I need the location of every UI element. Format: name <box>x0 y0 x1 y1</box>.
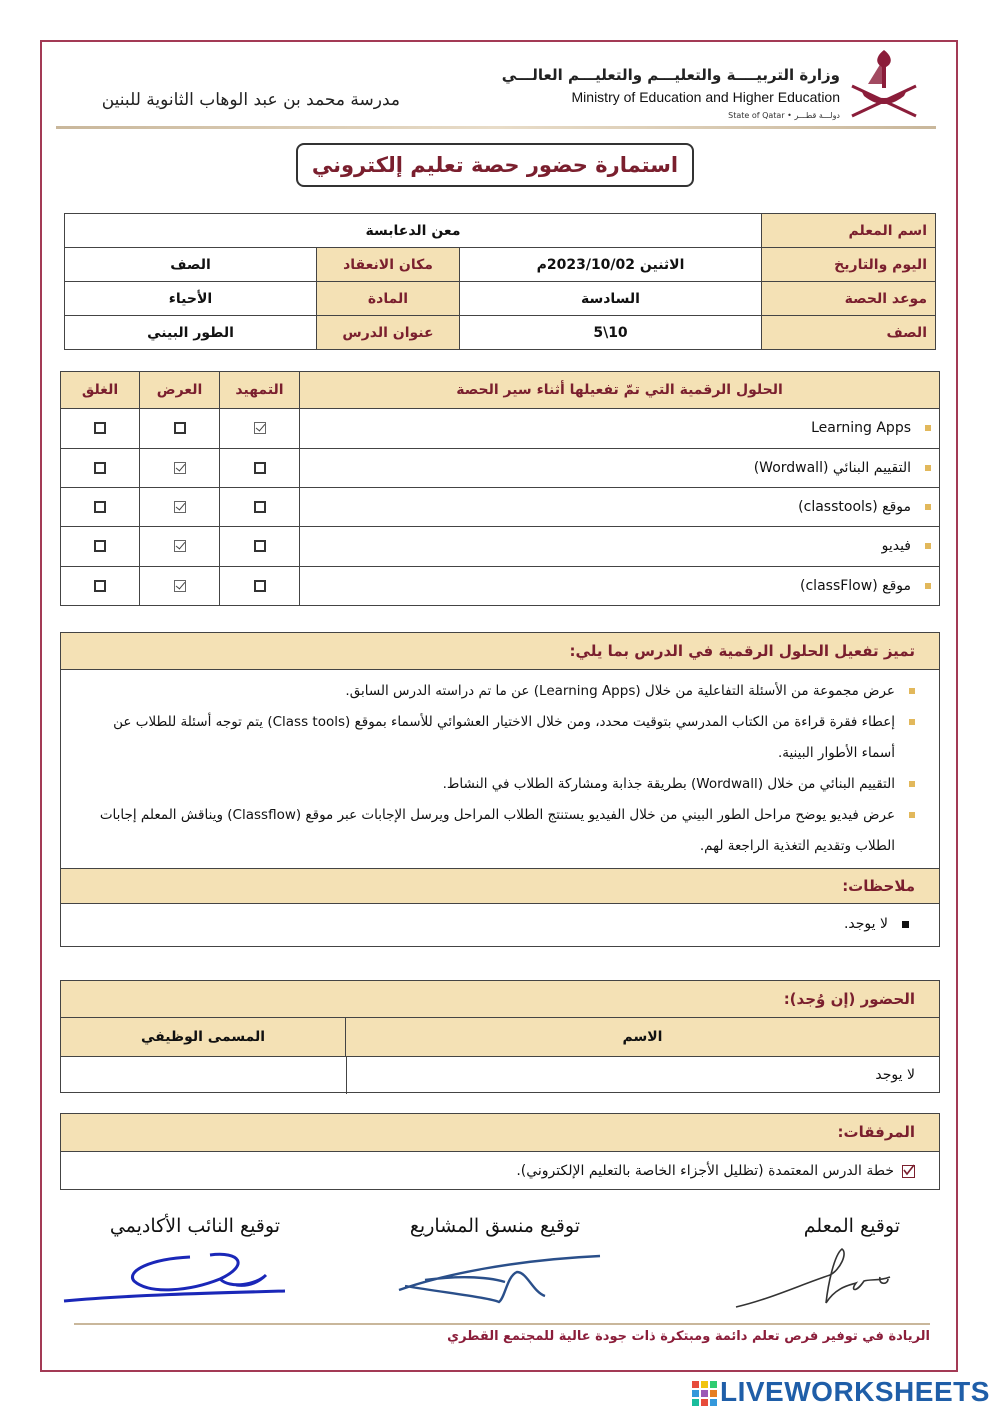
coordinator-signature-icon <box>395 1250 605 1310</box>
close-checkbox[interactable] <box>94 580 106 592</box>
footer-divider <box>74 1323 930 1325</box>
close-checkbox[interactable] <box>94 422 106 434</box>
notes-body <box>61 904 939 944</box>
solution-row <box>61 566 940 605</box>
teacher-label: اسم المعلم <box>762 214 936 248</box>
solution-name: Learning Apps <box>300 409 940 448</box>
solution-row <box>61 448 940 487</box>
features-section <box>60 632 940 947</box>
intro-checkbox[interactable] <box>254 462 266 474</box>
qatar-emblem-icon <box>846 44 922 124</box>
teacher-value: معن الدعابسة <box>65 214 762 248</box>
bullet-icon <box>909 812 915 818</box>
subject-label: المادة <box>317 282 460 316</box>
notes-item: لا يوجد. <box>843 916 888 932</box>
state-of-qatar: State of Qatar • دولـــة قطـــر <box>728 111 840 120</box>
date-value: الاثنين 2023/10/02م <box>460 248 762 282</box>
lesson-value: الطور البيني <box>65 316 317 350</box>
present-checkbox[interactable] <box>174 540 186 552</box>
coordinator-signature-label: توقيع منسق المشاريع <box>409 1215 580 1237</box>
feature-item: عرض فيديو يوضح مراحل الطور البيني من خلال الفيديو يستنتج الطلاب المراحل ويرسل الإجابات عبر موقع (Classflow) ويناقش المعلم إجابات الطلاب وتقديم التغذية الراجعة لهم. <box>85 800 915 862</box>
solution-name: موقع (classFlow) <box>300 566 940 605</box>
liveworksheets-watermark: LIVEWORKSHEETS <box>720 1376 990 1407</box>
intro-checkbox[interactable] <box>254 501 266 513</box>
lesson-label: عنوان الدرس <box>317 316 460 350</box>
feature-item: إعطاء فقرة قراءة من الكتاب المدرسي بتوقيت محدد، ومن خلال الاختيار العشوائي للأسماء بموقع (Class tools) يتم توجه أسئلة للطلاب عن أسماء الأطوار البينية. <box>85 707 915 769</box>
attendance-col-name: الاسم <box>345 1018 939 1056</box>
attendance-row <box>61 1057 939 1094</box>
solution-name: فيديو <box>300 527 940 566</box>
attachments-title: المرفقات: <box>61 1114 939 1152</box>
header-divider <box>56 126 936 129</box>
bullet-icon <box>925 543 931 549</box>
teacher-signature-icon <box>730 1245 910 1315</box>
present-checkbox[interactable] <box>174 422 186 434</box>
solutions-header: الحلول الرقمية التي تمّ تفعيلها أثناء سير الحصة <box>300 372 940 409</box>
date-label: اليوم والتاريخ <box>762 248 936 282</box>
place-value: الصف <box>65 248 317 282</box>
present-checkbox[interactable] <box>174 580 186 592</box>
solution-row <box>61 409 940 448</box>
solution-row <box>61 487 940 526</box>
class-label: الصف <box>762 316 936 350</box>
attendance-row-title <box>61 1057 346 1094</box>
ministry-english-name: Ministry of Education and Higher Education <box>571 89 840 105</box>
deputy-signature-icon <box>60 1245 290 1310</box>
bullet-icon <box>909 688 915 694</box>
bullet-icon <box>909 781 915 787</box>
feature-item: عرض مجموعة من الأسئلة التفاعلية من خلال (Learning Apps) عن ما تم دراسته الدرس السابق. <box>85 676 915 707</box>
bullet-icon <box>925 465 931 471</box>
period-value: السادسة <box>460 282 762 316</box>
square-bullet-icon <box>902 921 909 928</box>
close-checkbox[interactable] <box>94 501 106 513</box>
bullet-icon <box>925 504 931 510</box>
attendance-row-name: لا يوجد <box>346 1057 939 1094</box>
close-checkbox[interactable] <box>94 462 106 474</box>
intro-checkbox[interactable] <box>254 422 266 434</box>
notes-title: ملاحظات: <box>61 868 939 904</box>
feature-item: التقييم البنائي من خلال (Wordwall) بطريقة جذابة ومشاركة الطلاب في النشاط. <box>85 769 915 800</box>
school-name: مدرسة محمد بن عبد الوهاب الثانوية للبنين <box>101 90 400 110</box>
attendance-col-title: المسمى الوظيفي <box>140 1029 266 1045</box>
bullet-icon <box>909 719 915 725</box>
present-header: العرض <box>140 372 220 409</box>
attendance-section <box>60 980 940 1093</box>
solution-name: موقع (classtools) <box>300 487 940 526</box>
period-label: موعد الحصة <box>762 282 936 316</box>
attachment-checkbox[interactable] <box>902 1165 915 1178</box>
intro-header: التمهيد <box>220 372 300 409</box>
attachment-item: خطة الدرس المعتمدة (تظليل الأجزاء الخاصة بالتعليم الإلكتروني). <box>516 1163 894 1179</box>
footer-motto: الريادة في توفير فرص تعلم دائمة ومبتكرة ذات جودة عالية للمجتمع القطري <box>447 1329 930 1344</box>
attendance-title: الحضور (إن وُجد): <box>61 981 939 1018</box>
close-checkbox[interactable] <box>94 540 106 552</box>
close-header: الغلق <box>61 372 140 409</box>
class-value: 10\5 <box>460 316 762 350</box>
form-title: استمارة حضور حصة تعليم إلكتروني <box>296 143 694 187</box>
bullet-icon <box>925 583 931 589</box>
present-checkbox[interactable] <box>174 462 186 474</box>
attendance-header-row <box>61 1018 939 1057</box>
solution-name: التقييم البنائي (Wordwall) <box>300 448 940 487</box>
present-checkbox[interactable] <box>174 501 186 513</box>
features-list <box>61 670 939 868</box>
attachments-section <box>60 1113 940 1190</box>
solutions-table <box>60 371 940 606</box>
ministry-arabic-name: وزارة التربيــــة والتعليـــم والتعليـــم العالـــي <box>501 66 840 84</box>
intro-checkbox[interactable] <box>254 540 266 552</box>
bullet-icon <box>925 425 931 431</box>
deputy-signature-label: توقيع النائب الأكاديمي <box>109 1215 280 1237</box>
liveworksheets-logo-icon <box>692 1381 718 1407</box>
features-title: تميز تفعيل الحلول الرقمية في الدرس بما يلي: <box>61 633 939 670</box>
subject-value: الأحياء <box>65 282 317 316</box>
attachments-body <box>61 1152 939 1190</box>
info-table <box>64 213 936 350</box>
solution-row <box>61 527 940 566</box>
teacher-signature-label: توقيع المعلم <box>803 1215 900 1237</box>
intro-checkbox[interactable] <box>254 580 266 592</box>
place-label: مكان الانعقاد <box>317 248 460 282</box>
